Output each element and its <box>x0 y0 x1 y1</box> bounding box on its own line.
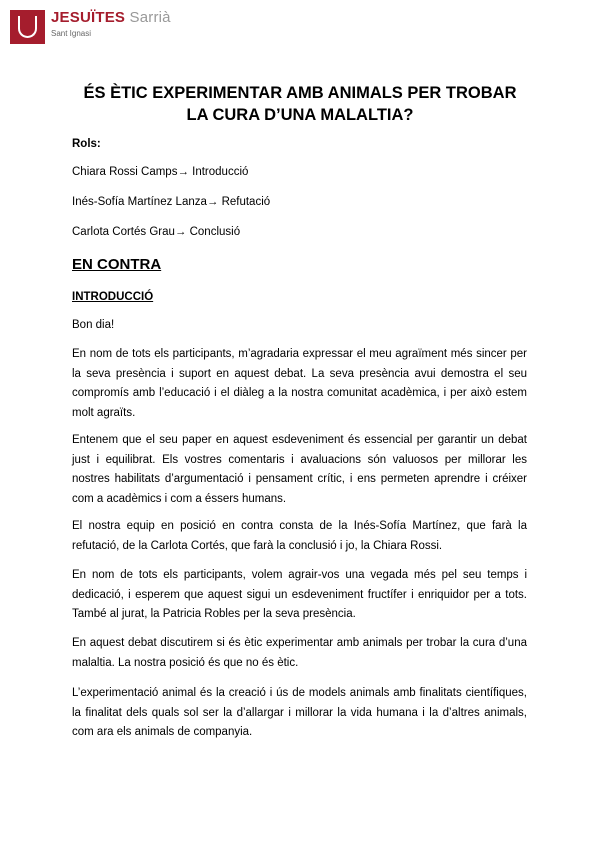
role-item: Carlota Cortés Grau→ Conclusió <box>72 226 241 238</box>
school-name-light: Sarrià <box>129 9 171 26</box>
subsection-title: INTRODUCCIÓ <box>72 291 154 303</box>
roles-label: Rols: <box>72 138 101 150</box>
paragraph: Bon dia! <box>72 319 115 331</box>
paragraph: En aquest debat discutirem si és ètic experimentar amb animals per trobar la cura d’una malaltia. La nostra posició és que no és ètic. <box>72 637 527 669</box>
school-name-bold: JESUÏTES <box>51 9 126 26</box>
school-logo-icon <box>10 10 45 44</box>
school-logo <box>10 10 171 44</box>
school-name <box>51 10 171 26</box>
paragraph: L’experimentació animal és la creació i ús de models animals amb finalitats científiques, la finalitat dels quals sol ser la d’allargar i millorar la vida humana i la d’altres animals, com ara els animals de companyia. <box>72 687 527 739</box>
paragraph: Entenem que el seu paper en aquest esdeveniment és essencial per garantir un debat just i equilibrat. Els vostres comentaris i avaluacions són valuosos per millorar les nostres habilitats d’argumentació i pensament crític, i ens permeten aprendre i créixer com a acadèmics i com a éssers humans. <box>72 434 527 505</box>
section-title: EN CONTRA <box>72 256 162 273</box>
paragraph: En nom de tots els participants, volem agrair-vos una vegada més pel seu temps i dedicació, i esperem que aquest sigui un esdeveniment fructífer i enriquidor per a tots. També al jurat, la Patricia Robles per la seva presència. <box>72 569 527 621</box>
title-line-1: ÉS ÈTIC EXPERIMENTAR AMB ANIMALS PER TROBAR <box>83 84 517 102</box>
role-item: Inés-Sofía Martínez Lanza→ Refutació <box>72 196 271 208</box>
school-logo-text <box>51 10 171 38</box>
paragraph: En nom de tots els participants, m’agradaria expressar el meu agraïment més sincer per la seva presència i suport en aquest debat. La seva presència avui demostra el seu compromís amb l’educació i el diàleg a la nostra comunitat acadèmica, i per això estem molt agraïts. <box>72 348 527 419</box>
role-item: Chiara Rossi Camps→ Introducció <box>72 166 249 178</box>
paragraph: El nostra equip en posició en contra consta de la Inés-Sofía Martínez, que farà la refutació, de la Carlota Cortés, que farà la conclusió i jo, la Chiara Rossi. <box>72 520 527 552</box>
document-title <box>40 82 560 126</box>
school-subtitle: Sant Ignasi <box>51 29 92 38</box>
title-line-2: LA CURA D’UNA MALALTIA? <box>186 106 414 124</box>
